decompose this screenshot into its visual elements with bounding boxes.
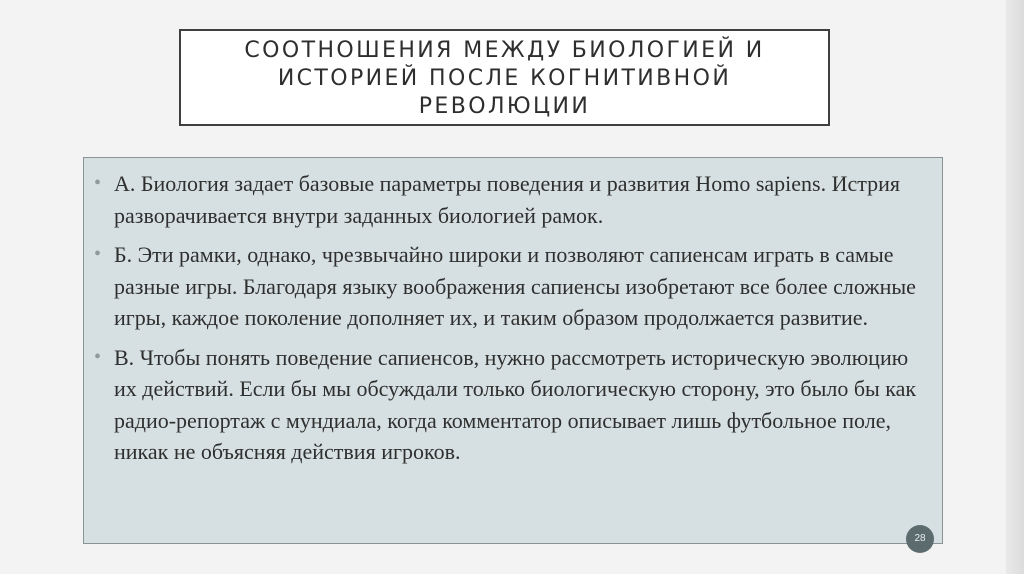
slide-edge-shadow [1006,0,1024,574]
bullet-item-a [94,168,924,231]
bullet-text: А. Биология задает базовые параметры поведения и развития Homo sapiens. Истрия разворачивается внутри заданных биологией рамок. [114,171,901,228]
bullet-text: Б. Эти рамки, однако, чрезвычайно широки и позволяют сапиенсам играть в самые разные игры. Благодаря языку воображения сапиенсы изобретают все более сложные игры, каждое поколение дополняет их, и таким образом продолжается развитие. [114,242,916,330]
bullet-item-v [94,342,924,468]
slide-title: СООТНОШЕНИЯ МЕЖДУ БИОЛОГИЕЙ И ИСТОРИЕЙ ПОСЛЕ КОГНИТИВНОЙ РЕВОЛЮЦИИ [244,37,765,119]
bullet-dot-icon: • [94,172,102,194]
bullet-dot-icon: • [94,345,102,368]
content-box [83,157,943,544]
bullet-dot-icon: • [94,243,102,265]
bullet-text: В. Чтобы понять поведение сапиенсов, нужно рассмотреть историческую эволюцию их действий. Если бы мы обсуждали только биологическую сторону, это было бы как радио-репортаж с мундиала, когда комментатор описывает лишь футбольное поле, никак не объясняя действия игроков. [114,344,917,464]
title-box [179,29,830,126]
bullet-list [84,158,942,468]
page-number-badge: 28 [906,525,934,553]
bullet-item-b [94,239,924,334]
